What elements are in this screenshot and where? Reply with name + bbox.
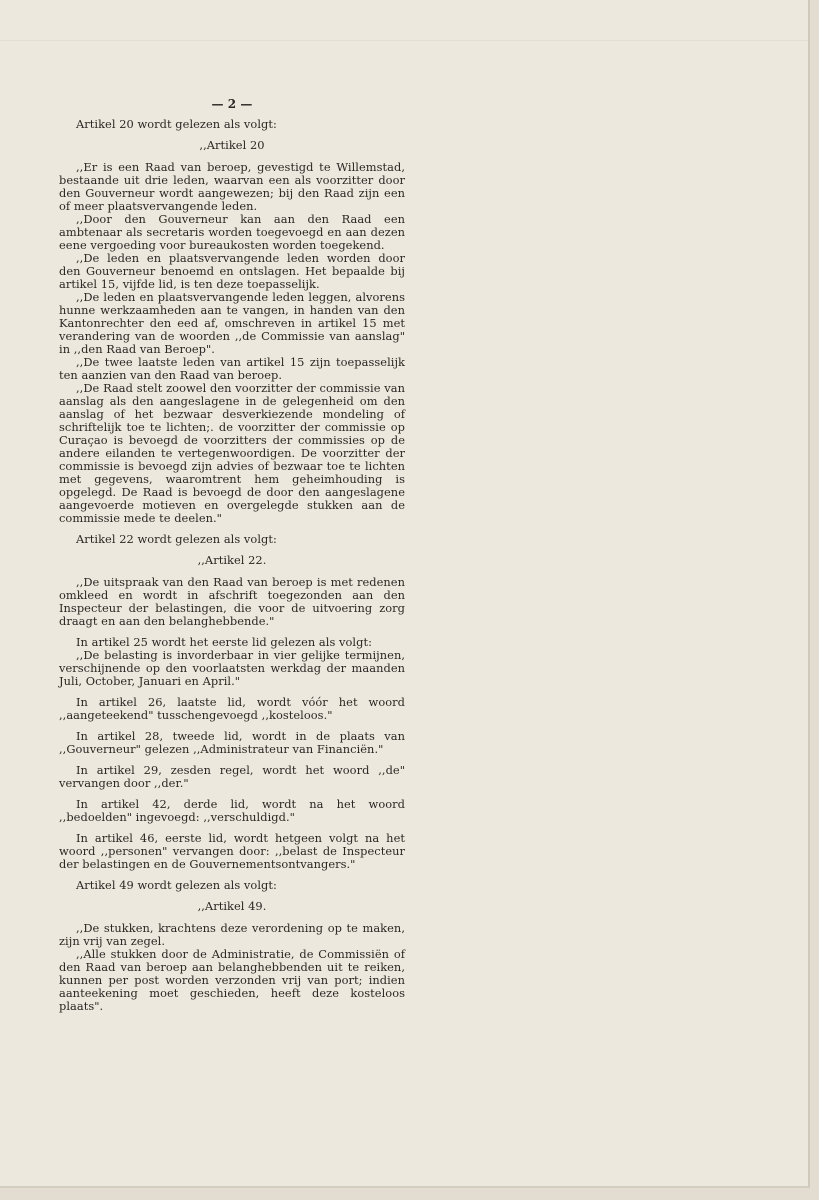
paper-edge-line	[0, 40, 810, 41]
page-number: — 2 —	[211, 97, 253, 111]
text-column	[59, 98, 405, 1013]
article-49-heading: ,,Artikel 49.	[197, 899, 267, 913]
article-20-intro: Artikel 20 wordt gelezen als volgt:	[76, 117, 277, 131]
article-29-amendment: In artikel 29, zesden regel, wordt het woord ,,de" vervangen door ,,der."	[59, 763, 405, 790]
article-22-heading: ,,Artikel 22.	[197, 553, 267, 567]
article-42-amendment: In artikel 42, derde lid, wordt na het woord ,,bedoelden" ingevoegd: ,,verschuldigd."	[59, 797, 405, 824]
article-22-paragraph-1: ,,De uitspraak van den Raad van beroep is met redenen omkleed en wordt in afschrift toegezonden aan den Inspecteur der belastingen, die voor de uitvoering zorg draagt en aan den belanghebbende."	[59, 575, 405, 628]
article-49-paragraph-2: ,,Alle stukken door de Administratie, de Commissiën of den Raad van beroep aan belanghebbenden uit te reiken, kunnen per post worden verzonden vrij van port; indien aanteekening moet geschieden, heeft deze kosteloos plaats".	[59, 947, 405, 1013]
article-20-heading: ,,Artikel 20	[199, 138, 265, 152]
article-20-paragraph-2: ,,Door den Gouverneur kan aan den Raad een ambtenaar als secretaris worden toegevoegd en aan dezen eene vergoeding voor bureaukosten worden toegekend.	[59, 212, 405, 252]
article-20-paragraph-6: ,,De Raad stelt zoowel den voorzitter der commissie van aanslag als den aangeslagene in de gelegenheid om den aanslag of het bezwaar desverkiezende mondeling of schriftelijk toe te lichten;. de voorzitter der commissie op Curaçao is bevoegd de voorzitters der commissies op de andere eilanden te vertegenwoordigen. De voorzitter der commissie is bevoegd zijn advies of bezwaar toe te lichten met gegevens, waaromtrent hem geheimhouding is opgelegd. De Raad is bevoegd de door den aangeslagene aangevoerde motieven en overgelegde stukken aan de commissie mede te deelen."	[59, 381, 405, 525]
article-20-paragraph-1: ,,Er is een Raad van beroep, gevestigd te Willemstad, bestaande uit drie leden, waarvan een als voorzitter door den Gouverneur wordt aangewezen; bij den Raad zijn een of meer plaatsvervangende leden.	[59, 160, 405, 213]
article-22-intro: Artikel 22 wordt gelezen als volgt:	[76, 532, 277, 546]
article-20-paragraph-3: ,,De leden en plaatsvervangende leden worden door den Gouverneur benoemd en ontslagen. Het bepaalde bij artikel 15, vijfde lid, is ten deze toepasselijk.	[59, 251, 405, 291]
article-26-amendment: In artikel 26, laatste lid, wordt vóór het woord ,,aangeteekend" tusschengevoegd ,,kosteloos."	[59, 695, 405, 722]
article-49-paragraph-1: ,,De stukken, krachtens deze verordening op te maken, zijn vrij van zegel.	[59, 921, 405, 948]
article-20-paragraph-5: ,,De twee laatste leden van artikel 15 zijn toepasselijk ten aanzien van den Raad van beroep.	[59, 355, 405, 382]
article-28-amendment: In artikel 28, tweede lid, wordt in de plaats van ,,Gouverneur" gelezen ,,Administrateur van Financiën."	[59, 729, 405, 756]
article-46-amendment: In artikel 46, eerste lid, wordt hetgeen volgt na het woord ,,personen" vervangen door: ,,belast de Inspecteur der belastingen en de Gouvernementsontvangers."	[59, 831, 405, 871]
article-25-intro: In artikel 25 wordt het eerste lid gelezen als volgt:	[76, 635, 372, 649]
article-20-paragraph-4: ,,De leden en plaatsvervangende leden leggen, alvorens hunne werkzaamheden aan te vangen, in handen van den Kantonrechter den eed af, omschreven in artikel 15 met verandering van de woorden ,,de Commissie van aanslag" in ,,den Raad van Beroep".	[59, 290, 405, 356]
article-25-paragraph-1: ,,De belasting is invorderbaar in vier gelijke termijnen, verschijnende op den voorlaatsten werkdag der maanden Juli, October, Januari en April."	[59, 648, 405, 688]
article-49-intro: Artikel 49 wordt gelezen als volgt:	[76, 878, 277, 892]
